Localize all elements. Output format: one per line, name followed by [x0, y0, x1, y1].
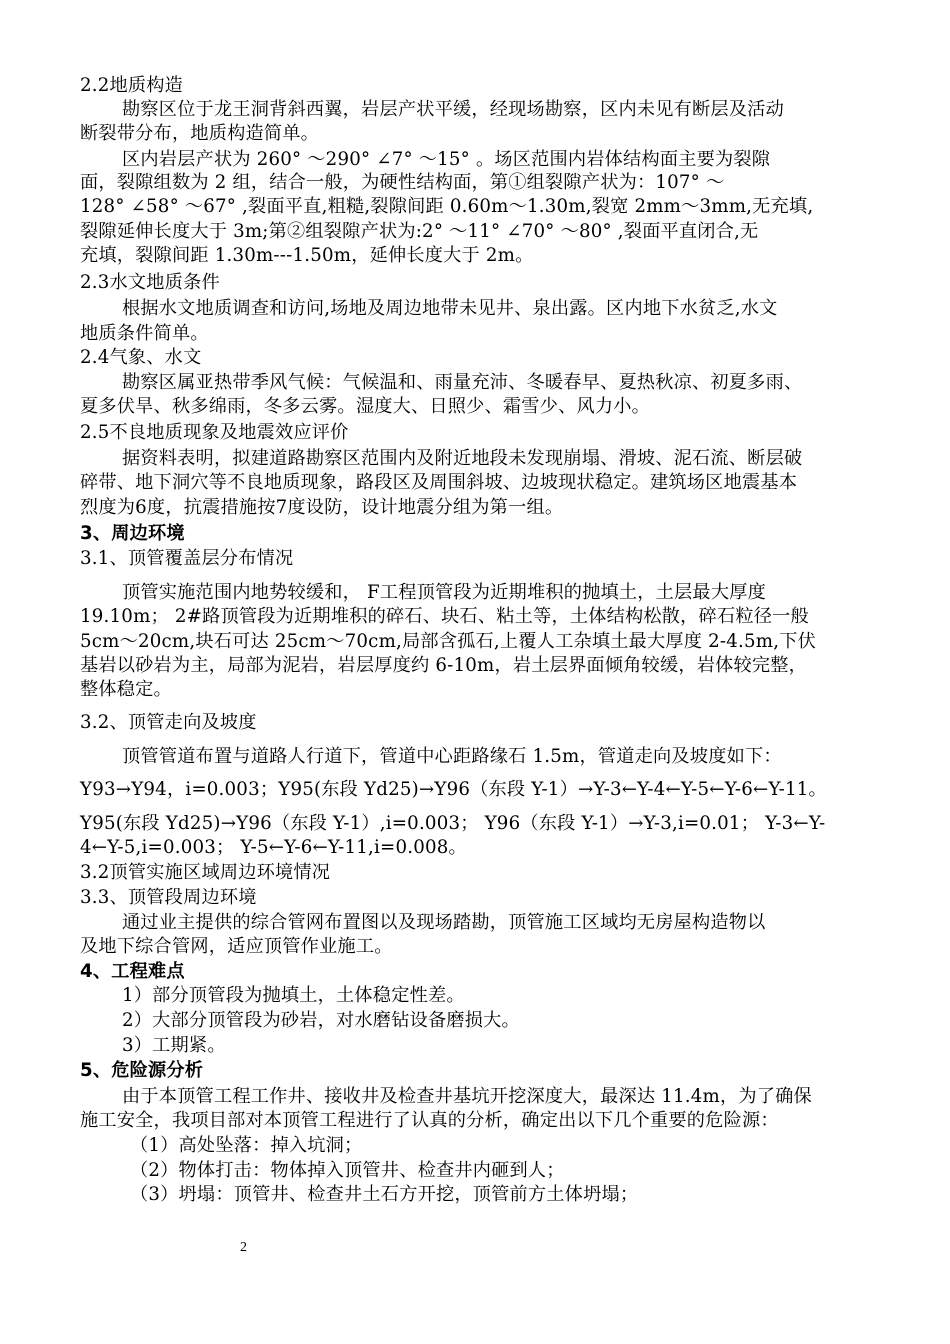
- text-line: 夏多伏旱、秋多绵雨，冬多云雾。湿度大、日照少、霜雪少、风力小。: [80, 396, 651, 417]
- text-line: 3.2、顶管走向及坡度: [80, 712, 257, 733]
- text-line: 19.10m； 2#路顶管段为近期堆积的碎石、块石、粘土等，土体结构松散，碎石粒径一般: [80, 606, 809, 627]
- text-line: 3.2顶管实施区域周边环境情况: [80, 862, 331, 883]
- text-line: （1）高处坠落：掉入坑洞；: [130, 1135, 363, 1156]
- text-line: 断裂带分布，地质构造简单。: [80, 123, 320, 144]
- text-line: Y95(东段 Yd25)→Y96（东段 Y-1）,i=0.003； Y96（东段 Y-1）→Y-3,i=0.01； Y-3←Y-: [80, 813, 826, 834]
- text-line: 地质条件简单。: [80, 323, 209, 344]
- text-line: 由于本顶管工程工作井、接收井及检查井基坑开挖深度大，最深达 11.4m，为了确保: [122, 1086, 812, 1107]
- text-line: 3.1、顶管覆盖层分布情况: [80, 548, 294, 569]
- text-line: 4←Y-5,i=0.003； Y-5←Y-6←Y-11,i=0.008。: [80, 837, 467, 858]
- text-line: 2.2地质构造: [80, 75, 184, 96]
- text-line: （3）坍塌：顶管井、检查井土石方开挖，顶管前方土体坍塌；: [130, 1184, 639, 1205]
- text-line: 3.3、顶管段周边环境: [80, 887, 257, 908]
- text-line: 2.5不良地质现象及地震效应评价: [80, 422, 349, 443]
- text-line: 2）大部分顶管段为砂岩，对水磨钻设备磨损大。: [122, 1010, 520, 1031]
- text-line: （2）物体打击：物体掉入顶管井、检查井内砸到人；: [130, 1160, 565, 1181]
- text-line: 2.3水文地质条件: [80, 272, 220, 293]
- section-heading: 4、工程难点: [80, 961, 185, 982]
- text-line: 整体稳定。: [80, 679, 172, 700]
- text-line: 区内岩层产状为 260° ～290° ∠7° ～15° 。场区范围内岩体结构面主要为裂隙: [122, 149, 771, 170]
- text-line: 勘察区属亚热带季风气候：气候温和、雨量充沛、冬暖春早、夏热秋凉、初夏多雨、: [122, 372, 803, 393]
- text-line: 顶管管道布置与道路人行道下，管道中心距路缘石 1.5m，管道走向及坡度如下：: [122, 746, 782, 767]
- text-line: 128° ∠58° ～67° ,裂面平直,粗糙,裂隙间距 0.60m～1.30m,裂宽 2mm～3mm,无充填,: [80, 196, 814, 217]
- text-line: 烈度为6度，抗震措施按7度设防，设计地震分组为第一组。: [80, 497, 564, 518]
- text-line: 裂隙延伸长度大于 3m;第②组裂隙产状为:2° ～11° ∠70° ～80° ,裂面平直闭合,无: [80, 221, 759, 242]
- text-line: 及地下综合管网，适应顶管作业施工。: [80, 936, 393, 957]
- text-line: 碎带、地下洞穴等不良地质现象，路段区及周围斜坡、边坡现状稳定。建筑场区地震基本: [80, 472, 798, 493]
- text-line: 勘察区位于龙王洞背斜西翼，岩层产状平缓，经现场勘察，区内未见有断层及活动: [122, 99, 784, 120]
- text-line: 施工安全，我项目部对本顶管工程进行了认真的分析，确定出以下几个重要的危险源：: [80, 1110, 779, 1131]
- section-heading: 5、危险源分析: [80, 1060, 204, 1081]
- text-line: Y93→Y94，i=0.003；Y95(东段 Yd25)→Y96（东段 Y-1）→Y-3←Y-4←Y-5←Y-6←Y-11。: [80, 779, 827, 800]
- text-line: 1）部分顶管段为抛填土，土体稳定性差。: [122, 985, 465, 1006]
- page-number: 2: [240, 1240, 247, 1255]
- text-line: 顶管实施范围内地势较缓和， F工程顶管段为近期堆积的抛填土，土层最大厚度: [122, 582, 766, 603]
- text-line: 基岩以砂岩为主，局部为泥岩，岩层厚度约 6-10m，岩土层界面倾角较缓，岩体较完整，: [80, 655, 808, 676]
- text-line: 面，裂隙组数为 2 组，结合一般，为硬性结构面，第①组裂隙产状为：107° ～: [80, 172, 725, 193]
- text-line: 通过业主提供的综合管网布置图以及现场踏勘，顶管施工区域均无房屋构造物以: [122, 912, 766, 933]
- section-heading: 3、周边环境: [80, 523, 185, 544]
- text-line: 5cm～20cm,块石可达 25cm～70cm,局部含孤石,上覆人工杂填土最大厚度 2-4.5m,下伏: [80, 631, 817, 652]
- text-line: 3）工期紧。: [122, 1035, 226, 1056]
- text-line: 根据水文地质调查和访问,场地及周边地带未见井、泉出露。区内地下水贫乏,水文: [122, 298, 778, 319]
- text-line: 2.4气象、水文: [80, 347, 202, 368]
- text-line: 充填，裂隙间距 1.30m---1.50m，延伸长度大于 2m。: [80, 245, 534, 266]
- text-line: 据资料表明，拟建道路勘察区范围内及附近地段未发现崩塌、滑坡、泥石流、断层破: [122, 448, 803, 469]
